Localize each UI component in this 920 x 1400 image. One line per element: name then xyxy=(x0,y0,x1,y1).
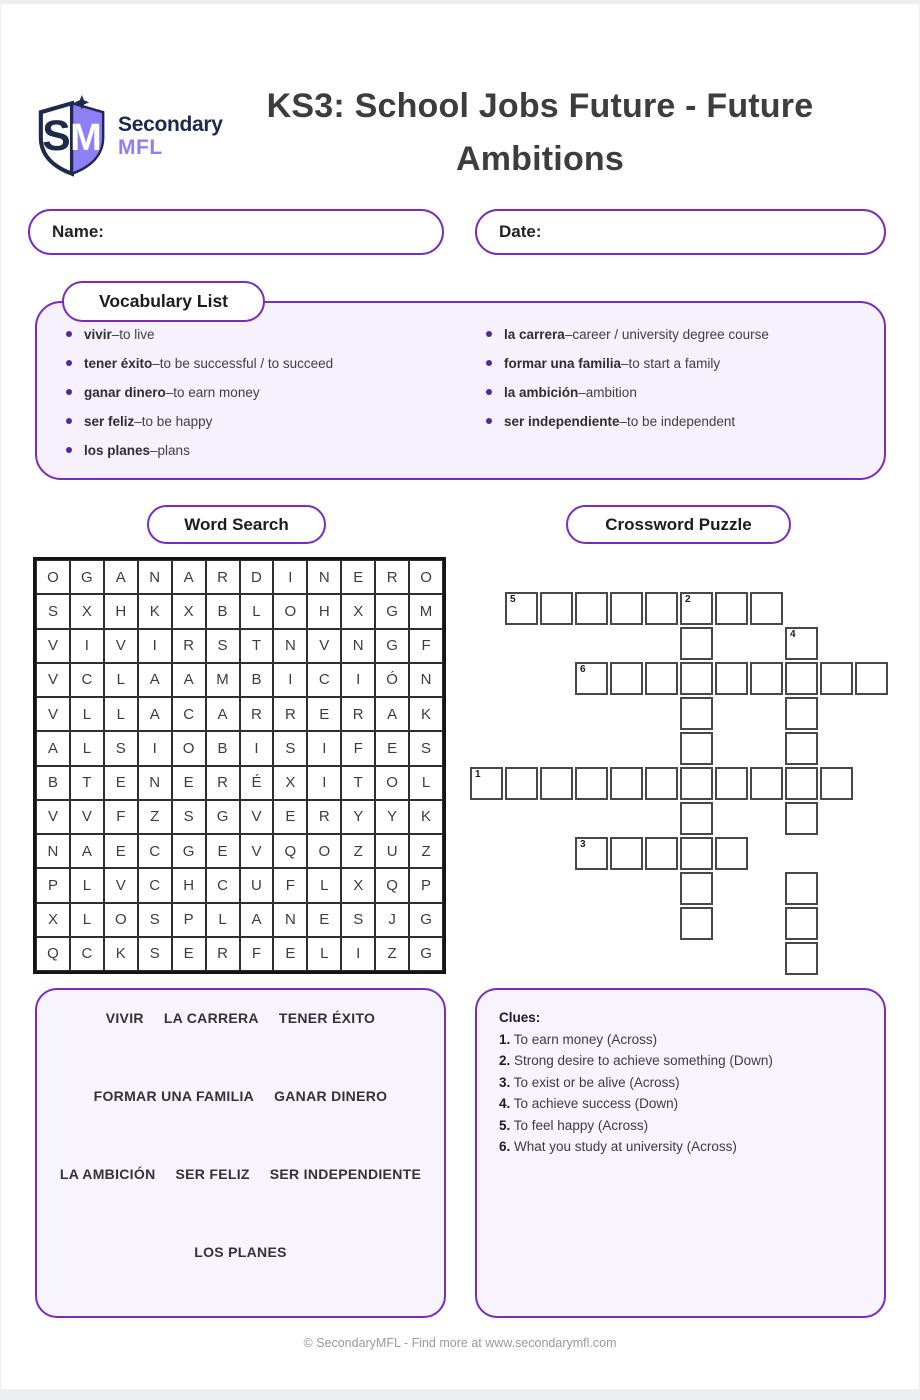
grid-cell: S xyxy=(172,800,206,834)
crossword-cell[interactable] xyxy=(715,662,748,695)
date-label: Date: xyxy=(499,222,542,241)
vocab-term: ganar dinero xyxy=(84,384,166,400)
grid-cell: H xyxy=(307,594,341,628)
crossword-cell[interactable] xyxy=(680,837,713,870)
grid-cell: S xyxy=(273,731,307,765)
grid-cell: A xyxy=(36,731,70,765)
crossword-cell[interactable] xyxy=(750,662,783,695)
crossword-cell[interactable] xyxy=(680,732,713,765)
name-label: Name: xyxy=(52,222,104,241)
grid-cell: X xyxy=(172,594,206,628)
vocab-separator: – xyxy=(564,326,573,342)
vocab-separator: – xyxy=(578,384,586,400)
vocab-term: los planes xyxy=(84,442,151,458)
vocab-separator: – xyxy=(134,413,142,429)
crossword-cell[interactable] xyxy=(610,662,643,695)
crossword-cell[interactable] xyxy=(610,837,643,870)
vocab-term: tener éxito xyxy=(84,355,153,371)
vocab-item xyxy=(66,414,333,428)
grid-cell: Z xyxy=(138,800,172,834)
grid-cell: L xyxy=(206,903,240,937)
grid-cell: K xyxy=(138,594,172,628)
word-bank-line xyxy=(37,1088,444,1104)
crossword-cell[interactable] xyxy=(820,662,853,695)
grid-cell: R xyxy=(206,766,240,800)
grid-cell: I xyxy=(240,731,274,765)
grid-cell: É xyxy=(240,766,274,800)
vocab-separator: – xyxy=(621,355,629,371)
grid-cell: Z xyxy=(341,834,375,868)
clue-item-number: 2. xyxy=(499,1053,511,1068)
word-bank-word: SER INDEPENDIENTE xyxy=(269,1166,422,1182)
crossword-cell[interactable] xyxy=(505,767,538,800)
grid-cell: F xyxy=(273,868,307,902)
grid-cell: U xyxy=(375,834,409,868)
clue-item: 5. To feel happy (Across) xyxy=(499,1117,649,1133)
grid-cell: G xyxy=(206,800,240,834)
shield-logo-icon xyxy=(30,95,114,177)
clue-item: 3. To exist or be alive (Across) xyxy=(499,1074,680,1090)
grid-cell: L xyxy=(104,663,138,697)
grid-cell: Z xyxy=(375,937,409,971)
crossword-cell[interactable] xyxy=(785,627,818,660)
vocab-term: ser independiente xyxy=(504,413,620,429)
grid-cell: R xyxy=(307,800,341,834)
grid-cell: V xyxy=(307,629,341,663)
crossword-cell[interactable] xyxy=(715,767,748,800)
vocab-definition: ambition xyxy=(585,384,637,400)
grid-cell: A xyxy=(104,560,138,594)
grid-cell: K xyxy=(104,937,138,971)
grid-cell: A xyxy=(375,697,409,731)
grid-cell: T xyxy=(240,629,274,663)
grid-cell: P xyxy=(172,903,206,937)
grid-cell: V xyxy=(240,800,274,834)
vocab-separator: – xyxy=(165,384,174,400)
clue-number: 6 xyxy=(580,664,586,675)
grid-cell: N xyxy=(138,766,172,800)
vocab-definition: to earn money xyxy=(173,384,260,400)
grid-cell: L xyxy=(104,697,138,731)
crossword-cell[interactable] xyxy=(750,592,783,625)
grid-cell: E xyxy=(307,697,341,731)
grid-cell: L xyxy=(307,937,341,971)
grid-cell: S xyxy=(138,903,172,937)
vocab-definition: to be successful / to succeed xyxy=(159,355,334,371)
clue-number: 3 xyxy=(580,839,586,850)
grid-cell: L xyxy=(70,697,104,731)
crossword-cell[interactable] xyxy=(680,767,713,800)
name-field[interactable] xyxy=(28,209,444,255)
word-bank-word: SER FELIZ xyxy=(175,1166,250,1182)
grid-cell: E xyxy=(172,937,206,971)
grid-cell: X xyxy=(70,594,104,628)
grid-cell: Q xyxy=(375,868,409,902)
clue-item: 6. What you study at university (Across) xyxy=(499,1139,737,1154)
grid-cell: T xyxy=(70,766,104,800)
grid-cell: L xyxy=(307,868,341,902)
vocabulary-column-right xyxy=(486,327,769,443)
word-bank-word: LA AMBICIÓN xyxy=(59,1166,156,1182)
grid-cell: M xyxy=(206,663,240,697)
clues-heading: Clues: xyxy=(499,1010,541,1025)
crossword-cell[interactable] xyxy=(785,767,818,800)
grid-cell: U xyxy=(240,868,274,902)
grid-cell: Q xyxy=(273,834,307,868)
word-bank-word: LOS PLANES xyxy=(194,1244,287,1260)
svg-text:S: S xyxy=(42,111,71,160)
crossword-cell[interactable] xyxy=(785,942,818,975)
clue-item-number: 3. xyxy=(499,1074,511,1090)
grid-cell: O xyxy=(273,594,307,628)
brand-name-top: Secondary xyxy=(118,113,223,136)
grid-cell: N xyxy=(307,560,341,594)
vocab-item xyxy=(486,385,769,399)
crossword-cell[interactable] xyxy=(645,662,678,695)
grid-cell: V xyxy=(104,868,138,902)
grid-cell: G xyxy=(409,903,443,937)
grid-cell: N xyxy=(36,834,70,868)
crossword-cell[interactable] xyxy=(785,697,818,730)
vocab-item xyxy=(486,327,769,341)
grid-cell: O xyxy=(104,903,138,937)
grid-cell: O xyxy=(307,834,341,868)
grid-cell: S xyxy=(341,903,375,937)
clue-item: 1. To earn money (Across) xyxy=(499,1031,658,1047)
word-bank-word: TENER ÉXITO xyxy=(278,1010,376,1026)
vocab-item xyxy=(66,443,333,457)
grid-cell: I xyxy=(273,560,307,594)
grid-cell: O xyxy=(409,560,443,594)
grid-cell: E xyxy=(172,766,206,800)
crossword-cell[interactable] xyxy=(715,592,748,625)
crossword-cell[interactable] xyxy=(610,592,643,625)
word-bank-box xyxy=(35,988,446,1318)
crossword-cell[interactable] xyxy=(785,662,818,695)
bullet-icon xyxy=(66,331,72,337)
grid-cell: C xyxy=(138,834,172,868)
vocab-definition: plans xyxy=(157,442,190,458)
grid-cell: R xyxy=(206,560,240,594)
grid-cell: S xyxy=(206,629,240,663)
grid-cell: F xyxy=(409,629,443,663)
grid-cell: N xyxy=(409,663,443,697)
vocab-item xyxy=(66,327,333,341)
grid-cell: E xyxy=(273,800,307,834)
grid-cell: O xyxy=(375,766,409,800)
crossword-grid xyxy=(470,592,890,977)
clue-number: 5 xyxy=(510,594,516,605)
grid-cell: M xyxy=(409,594,443,628)
grid-cell: C xyxy=(172,697,206,731)
crossword-cell[interactable] xyxy=(575,767,608,800)
grid-cell: L xyxy=(409,766,443,800)
crossword-cell[interactable] xyxy=(680,872,713,905)
grid-cell: C xyxy=(70,937,104,971)
grid-cell: V xyxy=(240,834,274,868)
grid-cell: R xyxy=(341,697,375,731)
grid-cell: V xyxy=(104,629,138,663)
clue-item-number: 4. xyxy=(499,1096,511,1111)
crossword-cell[interactable] xyxy=(680,627,713,660)
grid-cell: C xyxy=(138,868,172,902)
word-bank-word: LA CARRERA xyxy=(163,1010,259,1026)
date-field[interactable] xyxy=(475,209,886,255)
grid-cell: R xyxy=(172,629,206,663)
grid-cell: Y xyxy=(375,800,409,834)
clues-list xyxy=(499,1029,862,1158)
grid-cell: F xyxy=(341,731,375,765)
grid-cell: G xyxy=(70,560,104,594)
crossword-cell[interactable] xyxy=(470,767,503,800)
vocab-separator: – xyxy=(150,442,158,458)
grid-cell: I xyxy=(307,766,341,800)
crossword-cell[interactable] xyxy=(785,907,818,940)
bullet-icon xyxy=(486,331,492,337)
clues-box xyxy=(475,988,886,1318)
grid-cell: N xyxy=(273,629,307,663)
grid-cell: Ó xyxy=(375,663,409,697)
grid-cell: X xyxy=(341,594,375,628)
grid-cell: C xyxy=(70,663,104,697)
crossword-cell[interactable] xyxy=(645,837,678,870)
word-bank-word: VIVIR xyxy=(105,1010,144,1026)
grid-cell: A xyxy=(172,560,206,594)
vocabulary-column-left xyxy=(66,327,333,472)
grid-cell: I xyxy=(307,731,341,765)
clue-item: 4. To achieve success (Down) xyxy=(499,1096,679,1111)
grid-cell: I xyxy=(273,663,307,697)
grid-cell: L xyxy=(70,868,104,902)
grid-cell: B xyxy=(206,594,240,628)
vocab-term: la ambición xyxy=(504,384,579,400)
grid-cell: S xyxy=(138,937,172,971)
grid-cell: F xyxy=(240,937,274,971)
crossword-cell[interactable] xyxy=(680,662,713,695)
grid-cell: L xyxy=(70,903,104,937)
vocab-separator: – xyxy=(619,413,628,429)
vocab-separator: – xyxy=(152,355,160,371)
grid-cell: R xyxy=(273,697,307,731)
grid-cell: E xyxy=(273,937,307,971)
grid-cell: G xyxy=(172,834,206,868)
grid-cell: I xyxy=(138,629,172,663)
vocab-item xyxy=(486,356,769,370)
clue-number: 4 xyxy=(790,629,796,640)
grid-cell: G xyxy=(375,594,409,628)
grid-cell: L xyxy=(70,731,104,765)
grid-cell: N xyxy=(341,629,375,663)
word-bank-line xyxy=(37,1244,444,1260)
grid-cell: N xyxy=(138,560,172,594)
word-search-heading: Word Search xyxy=(147,505,326,544)
crossword-cell[interactable] xyxy=(750,767,783,800)
crossword-cell[interactable] xyxy=(645,592,678,625)
grid-cell: R xyxy=(240,697,274,731)
bullet-icon xyxy=(486,389,492,395)
grid-cell: H xyxy=(172,868,206,902)
word-bank-word: GANAR DINERO xyxy=(274,1088,388,1104)
clue-number: 2 xyxy=(685,594,691,605)
grid-cell: F xyxy=(104,800,138,834)
grid-cell: K xyxy=(409,800,443,834)
word-bank-line xyxy=(37,1010,444,1026)
crossword-cell[interactable] xyxy=(680,592,713,625)
grid-cell: Z xyxy=(409,834,443,868)
word-bank-word: FORMAR UNA FAMILIA xyxy=(93,1088,255,1104)
grid-cell: S xyxy=(409,731,443,765)
vocab-term: ser feliz xyxy=(84,413,135,429)
grid-cell: A xyxy=(206,697,240,731)
crossword-cell[interactable] xyxy=(855,662,888,695)
brand-name-bottom: MFL xyxy=(118,136,163,159)
grid-cell: E xyxy=(104,766,138,800)
grid-cell: C xyxy=(307,663,341,697)
grid-cell: A xyxy=(138,697,172,731)
grid-cell: I xyxy=(70,629,104,663)
clue-number: 1 xyxy=(475,769,481,780)
grid-cell: Q xyxy=(36,937,70,971)
grid-cell: R xyxy=(375,560,409,594)
grid-cell: E xyxy=(104,834,138,868)
crossword-cell[interactable] xyxy=(540,767,573,800)
footer-credit: © SecondaryMFL - Find more at www.secondarymfl.com xyxy=(303,1336,617,1350)
bullet-icon xyxy=(66,447,72,453)
grid-cell: G xyxy=(375,629,409,663)
crossword-cell[interactable] xyxy=(610,767,643,800)
grid-cell: G xyxy=(409,937,443,971)
grid-cell: V xyxy=(36,697,70,731)
grid-cell: A xyxy=(240,903,274,937)
grid-cell: P xyxy=(36,868,70,902)
vocab-item xyxy=(66,385,333,399)
crossword-cell[interactable] xyxy=(785,732,818,765)
vocab-term: formar una familia xyxy=(504,355,622,371)
clue-item-number: 6. xyxy=(499,1139,511,1154)
grid-cell: E xyxy=(206,834,240,868)
grid-cell: C xyxy=(206,868,240,902)
clue-item: 2. Strong desire to achieve something (Down) xyxy=(499,1053,773,1068)
grid-cell: P xyxy=(409,868,443,902)
grid-cell: X xyxy=(273,766,307,800)
svg-text:M: M xyxy=(70,115,102,158)
crossword-cell[interactable] xyxy=(575,837,608,870)
vocab-definition: to live xyxy=(119,326,155,342)
crossword-cell[interactable] xyxy=(820,767,853,800)
grid-cell: X xyxy=(341,868,375,902)
grid-cell: O xyxy=(172,731,206,765)
grid-cell: V xyxy=(36,663,70,697)
grid-cell: N xyxy=(273,903,307,937)
grid-cell: E xyxy=(375,731,409,765)
crossword-heading: Crossword Puzzle xyxy=(566,505,791,544)
bullet-icon xyxy=(486,360,492,366)
crossword-cell[interactable] xyxy=(575,592,608,625)
bullet-icon xyxy=(66,360,72,366)
grid-cell: A xyxy=(172,663,206,697)
crossword-cell[interactable] xyxy=(785,802,818,835)
vocab-definition: career / university degree course xyxy=(572,326,769,342)
vocab-definition: to start a family xyxy=(628,355,721,371)
crossword-cell[interactable] xyxy=(680,802,713,835)
grid-cell: O xyxy=(36,560,70,594)
vocab-separator: – xyxy=(111,326,120,342)
grid-cell: I xyxy=(341,937,375,971)
grid-cell: V xyxy=(36,800,70,834)
grid-cell: V xyxy=(70,800,104,834)
word-search-grid[interactable] xyxy=(33,557,446,974)
grid-cell: I xyxy=(138,731,172,765)
grid-cell: H xyxy=(104,594,138,628)
crossword-cell[interactable] xyxy=(645,767,678,800)
vocab-definition: to be happy xyxy=(141,413,213,429)
grid-cell: X xyxy=(36,903,70,937)
grid-cell: J xyxy=(375,903,409,937)
vocab-definition: to be independent xyxy=(627,413,736,429)
clue-item-number: 5. xyxy=(499,1117,511,1133)
grid-cell: T xyxy=(341,766,375,800)
grid-cell: E xyxy=(307,903,341,937)
vocab-item xyxy=(486,414,769,428)
grid-cell: A xyxy=(70,834,104,868)
crossword-cell[interactable] xyxy=(505,592,538,625)
grid-cell: D xyxy=(240,560,274,594)
page-title: KS3: School Jobs Future - Future Ambitions xyxy=(266,87,814,178)
vocabulary-list-heading: Vocabulary List xyxy=(62,281,265,322)
grid-cell: R xyxy=(206,937,240,971)
vocab-term: vivir xyxy=(84,326,112,342)
grid-cell: E xyxy=(341,560,375,594)
grid-cell: L xyxy=(240,594,274,628)
grid-cell: S xyxy=(104,731,138,765)
clue-item-number: 1. xyxy=(499,1031,511,1047)
bullet-icon xyxy=(66,418,72,424)
crossword-cell[interactable] xyxy=(680,907,713,940)
crossword-cell[interactable] xyxy=(540,592,573,625)
grid-cell: K xyxy=(409,697,443,731)
word-bank-line xyxy=(37,1166,444,1182)
crossword-cell[interactable] xyxy=(715,837,748,870)
grid-cell: B xyxy=(36,766,70,800)
grid-cell: S xyxy=(36,594,70,628)
grid-cell: B xyxy=(240,663,274,697)
crossword-cell[interactable] xyxy=(575,662,608,695)
vocab-item xyxy=(66,356,333,370)
crossword-cell[interactable] xyxy=(785,872,818,905)
grid-cell: B xyxy=(206,731,240,765)
crossword-cell[interactable] xyxy=(680,697,713,730)
bullet-icon xyxy=(66,389,72,395)
vocab-term: la carrera xyxy=(504,326,565,342)
grid-cell: I xyxy=(341,663,375,697)
grid-cell: A xyxy=(138,663,172,697)
bullet-icon xyxy=(486,418,492,424)
grid-cell: V xyxy=(36,629,70,663)
grid-cell: Y xyxy=(341,800,375,834)
